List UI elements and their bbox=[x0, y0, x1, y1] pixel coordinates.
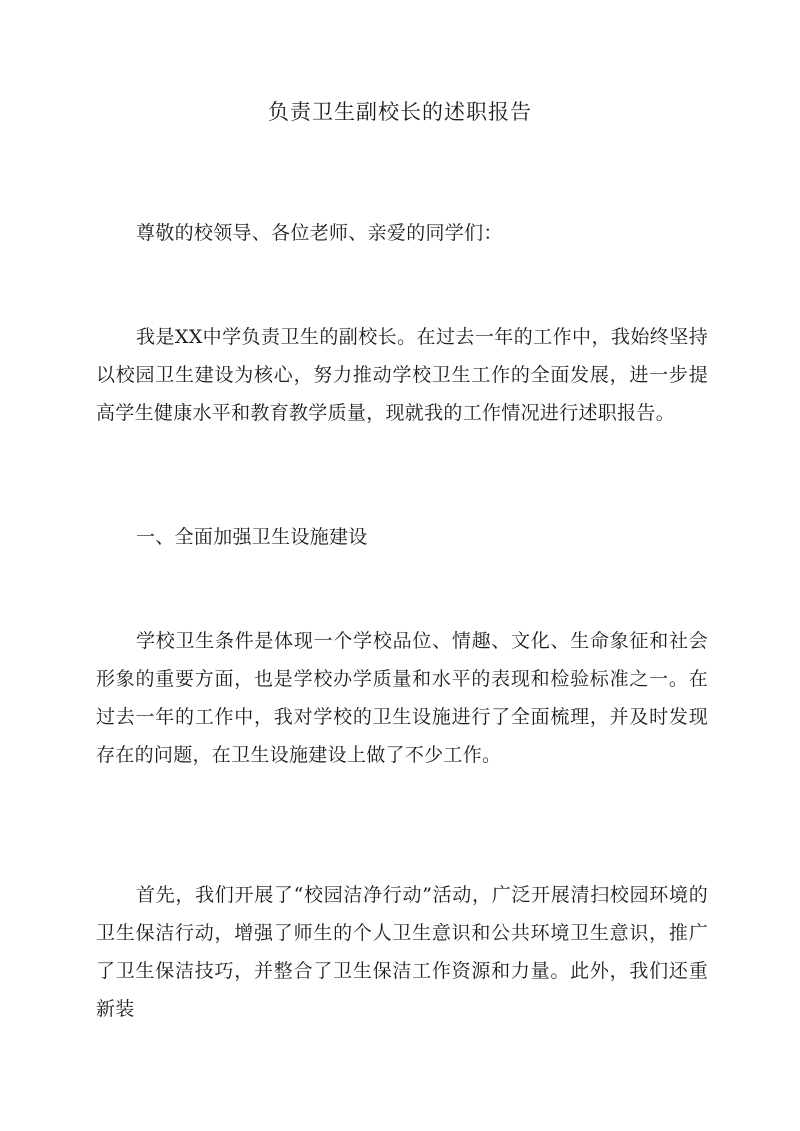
paragraph-clean-campus: 首先，我们开展了“校园洁净行动”活动，广泛开展清扫校园环境的卫生保洁行动，增强了师生的个人卫生意识和公共环境卫生意识，推广了卫生保洁技巧，并整合了卫生保洁工作资源和力量。此外，我们还重新装 bbox=[96, 884, 708, 1020]
section-heading: 一、全面加强卫生设施建设 bbox=[136, 526, 368, 548]
document-title: 负责卫生副校长的述职报告 bbox=[268, 100, 532, 124]
paragraph-intro: 我是XX中学负责卫生的副校长。在过去一年的工作中，我始终坚持以校园卫生建设为核心，努力推动学校卫生工作的全面发展，进一步提高学生健康水平和教育教学质量，现就我的工作情况进行述职报告。 bbox=[96, 326, 708, 424]
salutation: 尊敬的校领导、各位老师、亲爱的同学们： bbox=[136, 222, 503, 244]
paragraph-facilities: 学校卫生条件是体现一个学校品位、情趣、文化、生命象征和社会形象的重要方面，也是学校办学质量和水平的表现和检验标准之一。在过去一年的工作中，我对学校的卫生设施进行了全面梳理，并及时发现存在的问题，在卫生设施建设上做了不少工作。 bbox=[96, 630, 708, 766]
